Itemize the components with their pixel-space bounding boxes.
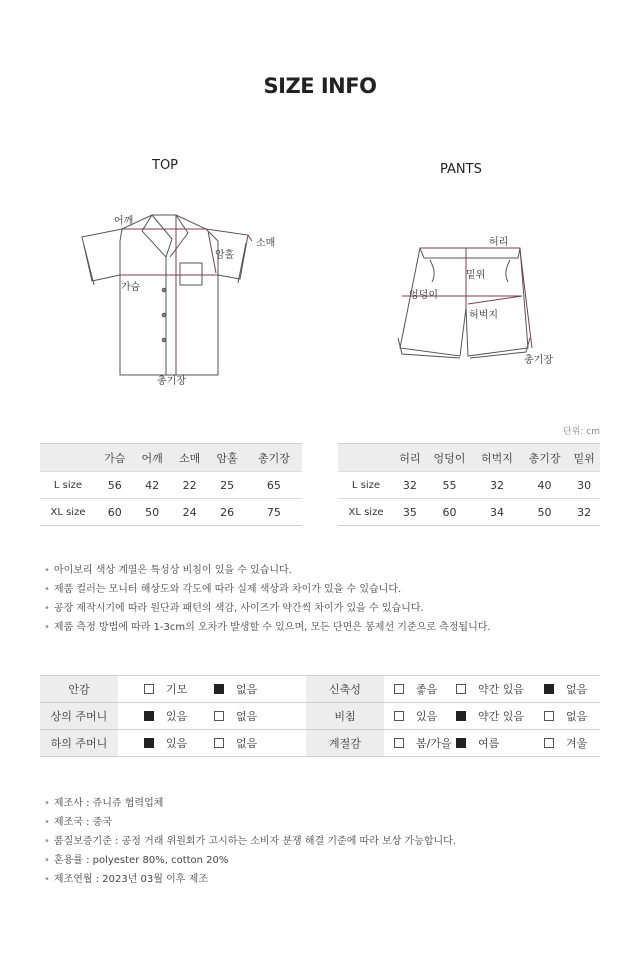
option-no	[214, 708, 257, 724]
table-row	[338, 499, 600, 526]
option-yes	[144, 735, 187, 751]
attribute-row	[40, 676, 600, 703]
table-header-cell: 허리	[394, 444, 426, 472]
product-info-list	[44, 794, 604, 889]
note-item: • 아이보리 색상 계열은 특성상 비침이 있을 수 있습니다.	[44, 561, 604, 580]
thigh-label: 허벅지	[469, 310, 498, 321]
checkbox-unchecked-icon	[394, 711, 404, 721]
note-item: • 제품 컬러는 모니터 해상도와 각도에 따라 실제 색상과 차이가 있을 수 있습니다.	[44, 580, 604, 599]
attribute-label-stretch: 신축성	[306, 676, 384, 703]
waist-label: 허리	[489, 237, 509, 248]
checkbox-unchecked-icon	[394, 738, 404, 748]
pants-diagram	[390, 238, 570, 368]
option-slight	[456, 681, 524, 697]
table-cell: 32	[568, 499, 600, 526]
size-name-cell: XL size	[338, 499, 394, 526]
shoulder-label: 어깨	[114, 216, 134, 227]
top-section-label: TOP	[152, 158, 179, 173]
checkbox-unchecked-icon	[144, 684, 154, 694]
attribute-row	[40, 730, 600, 757]
attribute-label-lining: 안감	[40, 676, 118, 703]
option-none	[214, 681, 257, 697]
table-cell: 75	[246, 499, 302, 526]
table-cell: 50	[521, 499, 569, 526]
option-slight	[456, 708, 524, 724]
checkbox-unchecked-icon	[394, 684, 404, 694]
checkbox-checked-icon	[456, 738, 466, 748]
checkbox-checked-icon	[214, 684, 224, 694]
size-name-cell: L size	[40, 472, 96, 499]
table-cell: 42	[133, 472, 170, 499]
option-yes	[144, 708, 187, 724]
option-label: 약간 있음	[478, 683, 525, 696]
attribute-row	[40, 703, 600, 730]
table-row	[40, 472, 302, 499]
option-good	[394, 681, 437, 697]
info-item: • 품질보증기준 : 공정 거래 위원회가 고시하는 소비자 분쟁 해결 기준에 따라 보상 가능합니다.	[44, 832, 604, 851]
option-none	[544, 681, 587, 697]
info-item: • 제조연월 : 2023년 03월 이후 제조	[44, 870, 604, 889]
option-label: 기모	[166, 683, 188, 696]
table-cell: 60	[96, 499, 133, 526]
table-cell: 30	[568, 472, 600, 499]
checkbox-checked-icon	[456, 711, 466, 721]
table-header-cell: 허벅지	[473, 444, 521, 472]
table-cell: 65	[246, 472, 302, 499]
table-cell: 55	[426, 472, 474, 499]
option-summer	[456, 735, 499, 751]
rise-label: 밑위	[466, 270, 486, 281]
chest-label: 가슴	[121, 282, 141, 293]
option-fleece	[144, 681, 187, 697]
info-item: • 제조사 : 쥬니쥬 협력업체	[44, 794, 604, 813]
table-header-cell	[40, 444, 96, 472]
top-size-table	[40, 443, 302, 526]
shirt-diagram	[70, 195, 300, 390]
checkbox-unchecked-icon	[214, 711, 224, 721]
info-item: • 제조국 : 중국	[44, 813, 604, 832]
unit-label: 단위: cm	[563, 427, 600, 437]
table-cell: 22	[171, 472, 208, 499]
table-header-cell: 가슴	[96, 444, 133, 472]
option-winter	[544, 735, 587, 751]
attribute-label-bottom-pocket: 하의 주머니	[40, 730, 118, 757]
table-row	[338, 472, 600, 499]
checkbox-unchecked-icon	[544, 738, 554, 748]
table-row	[40, 499, 302, 526]
table-header-row	[338, 444, 600, 472]
note-item: • 공장 제작시기에 따라 원단과 패턴의 색감, 사이즈가 약간씩 차이가 있을 수 있습니다.	[44, 599, 604, 618]
table-cell: 25	[208, 472, 245, 499]
option-label: 있음	[166, 737, 188, 750]
option-no	[214, 735, 257, 751]
table-header-cell: 밑위	[568, 444, 600, 472]
checkbox-unchecked-icon	[214, 738, 224, 748]
attribute-label-season: 계절감	[306, 730, 384, 757]
info-item: • 혼용률 : polyester 80%, cotton 20%	[44, 851, 604, 870]
option-label: 없음	[566, 710, 588, 723]
option-label: 없음	[566, 683, 588, 696]
table-cell: 26	[208, 499, 245, 526]
option-label: 없음	[236, 683, 258, 696]
sleeve-label: 소매	[256, 238, 276, 249]
table-cell: 32	[394, 472, 426, 499]
table-header-cell: 소매	[171, 444, 208, 472]
table-header-cell: 어깨	[133, 444, 170, 472]
table-header-cell: 총기장	[521, 444, 569, 472]
option-label: 좋음	[416, 683, 438, 696]
pants-section-label: PANTS	[440, 162, 482, 177]
attribute-label-transparency: 비침	[306, 703, 384, 730]
option-label: 여름	[478, 737, 500, 750]
table-cell: 34	[473, 499, 521, 526]
table-header-cell: 엉덩이	[426, 444, 474, 472]
option-label: 없음	[236, 737, 258, 750]
size-name-cell: XL size	[40, 499, 96, 526]
fabric-attributes-table	[40, 675, 600, 757]
table-header-cell	[338, 444, 394, 472]
option-label: 있음	[416, 710, 438, 723]
option-label: 봄/가을	[416, 737, 452, 750]
pants-size-table	[338, 443, 600, 526]
option-label: 겨울	[566, 737, 588, 750]
table-cell: 32	[473, 472, 521, 499]
option-label: 약간 있음	[478, 710, 525, 723]
checkbox-checked-icon	[544, 684, 554, 694]
attribute-label-top-pocket: 상의 주머니	[40, 703, 118, 730]
checkbox-unchecked-icon	[456, 684, 466, 694]
table-cell: 24	[171, 499, 208, 526]
option-label: 없음	[236, 710, 258, 723]
checkbox-unchecked-icon	[544, 711, 554, 721]
table-cell: 50	[133, 499, 170, 526]
checkbox-checked-icon	[144, 738, 154, 748]
table-cell: 40	[521, 472, 569, 499]
option-yes	[394, 708, 437, 724]
top-length-label: 총기장	[157, 376, 186, 387]
pants-length-label: 총기장	[524, 355, 553, 366]
table-cell: 56	[96, 472, 133, 499]
note-item: • 제품 측정 방법에 따라 1-3cm의 오차가 발생할 수 있으며, 모든 단면은 봉제선 기준으로 측정됩니다.	[44, 618, 604, 637]
table-header-row	[40, 444, 302, 472]
table-header-cell: 총기장	[246, 444, 302, 472]
table-cell: 35	[394, 499, 426, 526]
hip-label: 엉덩이	[409, 290, 438, 301]
size-name-cell: L size	[338, 472, 394, 499]
table-cell: 60	[426, 499, 474, 526]
option-spring-fall	[394, 735, 452, 751]
page-title: SIZE INFO	[263, 74, 377, 98]
checkbox-checked-icon	[144, 711, 154, 721]
notes-list	[44, 561, 604, 637]
option-none	[544, 708, 587, 724]
table-header-cell: 암홀	[208, 444, 245, 472]
armhole-label: 암홀	[215, 250, 235, 261]
option-label: 있음	[166, 710, 188, 723]
